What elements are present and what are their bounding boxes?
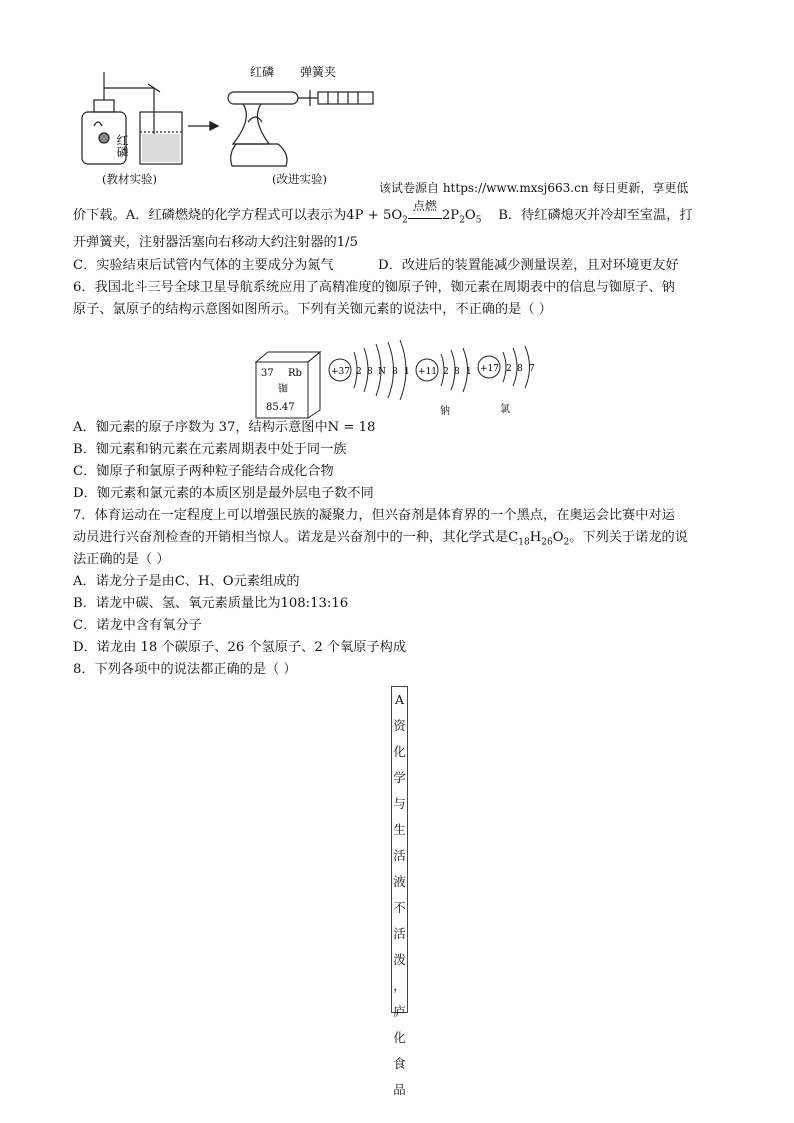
q5-line2: 开弹簧夹，注射器活塞向右移动大约注射器的1/5 <box>73 235 358 250</box>
cl-name: 氯 <box>500 404 510 415</box>
rb-nucleus: +37 <box>331 367 350 377</box>
q5-option-c: C．实验结束后试管内气体的主要成分为氮气 <box>73 258 334 273</box>
element-name: 铷 <box>278 384 288 395</box>
q5-line1: 价下载。A．红磷燃烧的化学方程式可以表示为$4P + 5O_2$ 点燃 $2P_2O_5$ B．待红磷熄灭并冷却至室温，打 <box>73 199 693 226</box>
textbook-apparatus <box>82 72 182 164</box>
cl-shell-1: 2 <box>506 364 512 374</box>
rb-shell-5: 1 <box>404 367 410 377</box>
q8-column-char: 品 <box>393 1082 406 1097</box>
q7-stem-line2: 动员进行兴奋剂检查的开销相当惊人。诺龙是兴奋剂中的一种，其化学式是$C_{18}H_{26}O_2$。下列关于诺龙的说 <box>73 530 688 548</box>
rb-shell-2: 8 <box>367 367 373 377</box>
q8-column-char: 泼 <box>393 952 406 967</box>
cl-nucleus: +17 <box>480 364 499 374</box>
q7-option-a: A．诺龙分子是由C、H、O元素组成的 <box>73 574 300 589</box>
q6-stem-line1: 6．我国北斗三号全球卫星导航系统应用了高精准度的铷原子钟，铷元素在周期表中的信息与铷原子、钠 <box>73 280 675 295</box>
element-number: 37 <box>261 368 274 379</box>
q7-option-d: D．诺龙由 18 个碳原子、26 个氢原子、2 个氧原子构成 <box>73 640 407 655</box>
spring-clamp-label: 弹簧夹 <box>300 65 337 79</box>
source-note: 该试卷源自 https://www.mxsj663.cn 每日更新，享更低 <box>379 181 689 195</box>
q5-option-d: D．改进后的装置能减少测量误差，且对环境更友好 <box>378 258 679 273</box>
cl-shell-3: 7 <box>529 364 535 374</box>
q8-column-char: 资 <box>393 718 406 733</box>
q8-column-char: 食 <box>393 1056 406 1071</box>
q8-column-char: 庐 <box>393 1004 406 1019</box>
caption-textbook-experiment: (教材实验) <box>102 172 157 186</box>
q7-option-b: B．诺龙中碳、氢、氧元素质量比为108:13:16 <box>73 596 349 611</box>
q8-table-column <box>391 686 408 1097</box>
q6-option-a: A．铷元素的原子序数为 37，结构示意图中N = 18 <box>73 420 376 435</box>
rb-shell-1: 2 <box>356 367 362 377</box>
element-card <box>256 352 320 418</box>
q8-column-char: 活 <box>393 848 406 863</box>
q8-column-char: 不 <box>393 900 406 915</box>
rb-atom-diagram <box>329 340 410 400</box>
q6-stem-line2: 原子、氯原子的结构示意图如图所示。下列有关铷元素的说法中，不正确的是（ ） <box>73 302 552 317</box>
q6-option-c: C．铷原子和氯原子两种粒子能结合成化合物 <box>73 464 334 479</box>
atomic-structure-figure <box>252 340 552 420</box>
na-name: 钠 <box>440 406 450 417</box>
q8-column-char: 活 <box>393 926 406 941</box>
q6-option-b: B．铷元素和钠元素在元素周期表中处于同一族 <box>73 442 347 457</box>
red-phosphorus-label-left: 红磷 <box>115 134 129 158</box>
na-shell-2: 8 <box>454 367 460 377</box>
q8-column-char: A <box>394 692 405 707</box>
red-phosphorus-label-top: 红磷 <box>250 65 275 79</box>
na-shell-1: 2 <box>443 367 449 377</box>
caption-improved-experiment: (改进实验) <box>272 172 327 186</box>
q8-column-char: 液 <box>393 874 406 889</box>
na-nucleus: +11 <box>418 367 437 377</box>
element-symbol: Rb <box>288 368 302 379</box>
na-shell-3: 1 <box>466 367 472 377</box>
q8-column-char: 化 <box>393 744 406 759</box>
improved-apparatus <box>228 90 373 166</box>
q8-column-char: 化 <box>393 1030 406 1045</box>
cl-shell-2: 8 <box>517 364 523 374</box>
cl-atom-diagram <box>478 346 535 415</box>
q8-stem: 8．下列各项中的说法都正确的是（ ） <box>73 662 297 677</box>
q7-option-c: C．诺龙中含有氧分子 <box>73 618 202 633</box>
q8-column-char: 生 <box>393 822 406 837</box>
q7-stem-line1: 7．体育运动在一定程度上可以增强民族的凝聚力，但兴奋剂是体育界的一个黑点，在奥运会比赛中对运 <box>73 508 675 523</box>
element-mass: 85.47 <box>266 402 295 413</box>
na-atom-diagram <box>416 348 472 417</box>
rb-shell-4: 8 <box>392 367 398 377</box>
q7-stem-line3: 法正确的是（ ） <box>73 552 170 567</box>
rb-shell-3: N <box>378 367 386 377</box>
q6-option-d: D．铷元素和氯元素的本质区别是最外层电子数不同 <box>73 486 374 501</box>
q8-column-char: ， <box>393 978 406 993</box>
q8-column-char: 学 <box>393 770 406 785</box>
reaction-condition: 点燃 <box>408 208 442 219</box>
arrow-right-icon <box>188 122 218 130</box>
q8-column-char: 与 <box>393 796 406 811</box>
